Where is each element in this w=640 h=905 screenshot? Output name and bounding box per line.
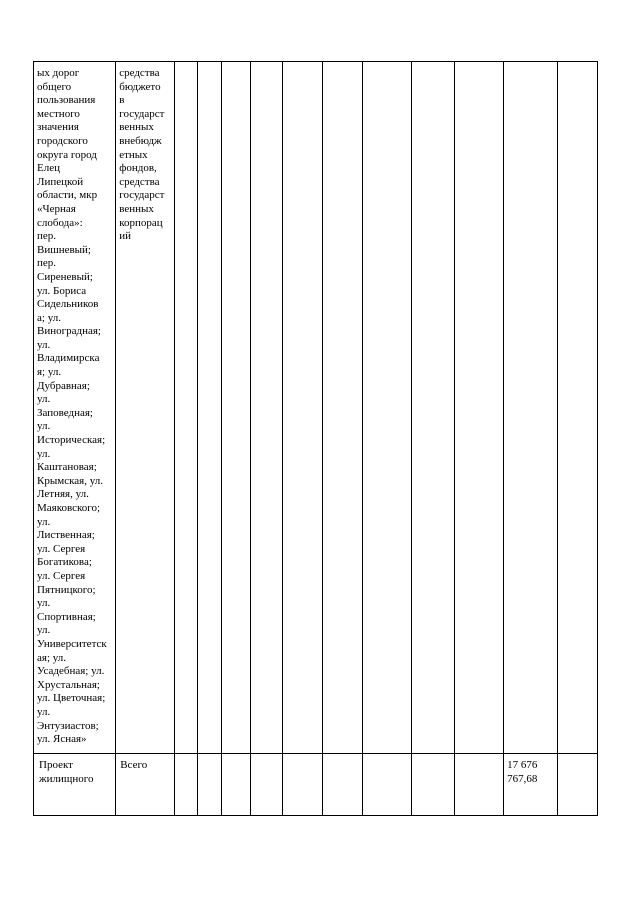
table-cell — [251, 62, 283, 754]
table-cell — [322, 62, 362, 754]
total-amount-cell: 17 676 767,68 — [504, 754, 558, 816]
table-cell — [362, 62, 412, 754]
table-row — [34, 62, 598, 754]
table-cell — [221, 62, 251, 754]
table-cell — [557, 754, 597, 816]
table-cell — [454, 62, 504, 754]
funding-source-cell: средства бюджето в государст венных внебюдж етных фондов, средства государст венных корпорац ий — [116, 62, 175, 754]
table-cell — [198, 62, 221, 754]
table-cell — [362, 754, 412, 816]
table-cell — [251, 754, 283, 816]
object-name-cell: ых дорог общего пользования местного значения городского округа город Елец Липецкой области, мкр «Черная слобода»: пер. Вишневый; пер. Сиреневый; ул. Бориса Сидельников а; ул. Виноградная; ул. Владимирска я; ул. Дубравная; ул. Заповедная; ул. Историческая; ул. Каштановая; Крымская, ул. Летняя, ул. Маяковского; ул. Лиственная; ул. Сергея Богатикова; ул. Сергея Пятницкого; ул. Спортивная; ул. Университетск ая; ул. Усадебная; ул. Хрустальная; ул. Цветочная; ул. Энтузиастов; ул. Ясная» — [34, 62, 116, 754]
table-cell — [198, 754, 221, 816]
table-cell — [282, 62, 322, 754]
table-cell — [504, 62, 558, 754]
object-name-cell: Проект жилищного — [34, 754, 116, 816]
table-cell — [175, 62, 198, 754]
table-cell — [221, 754, 251, 816]
table-cell — [557, 62, 597, 754]
table-cell — [175, 754, 198, 816]
table-cell — [322, 754, 362, 816]
document-table — [33, 61, 598, 816]
table-cell — [412, 62, 454, 754]
funding-source-cell: Всего — [116, 754, 175, 816]
table-row — [34, 754, 598, 816]
table-cell — [412, 754, 454, 816]
table-cell — [454, 754, 504, 816]
table-cell — [282, 754, 322, 816]
